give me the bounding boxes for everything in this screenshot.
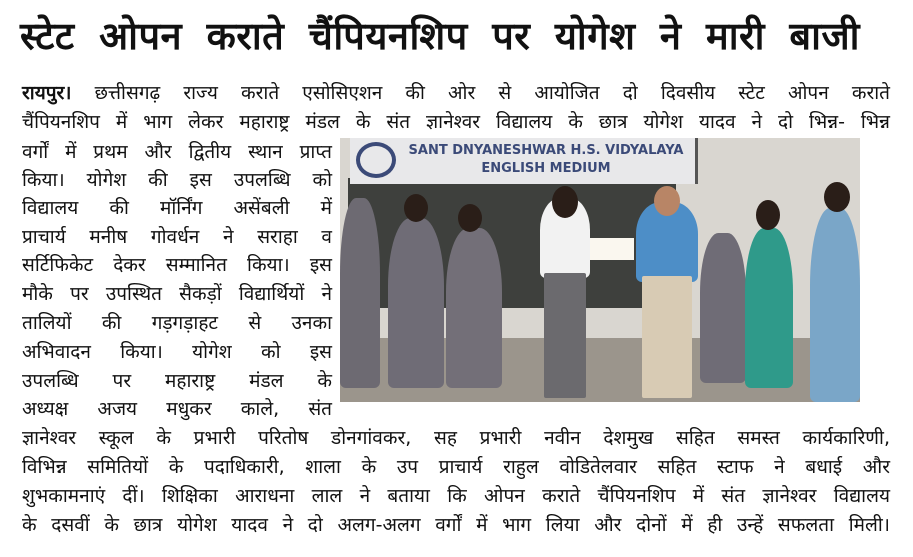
article-line: विभिन्न समितियों के पदाधिकारी, शाला के उप प्राचार्य राहुल वोडितेलवार सहित स्टाफ ने बधाई और [22,456,890,478]
article-line [22,79,890,107]
headline: स्टेट ओपन कराते चैंपियनशिप पर योगेश ने मारी बाजी [20,14,860,58]
school-logo-icon [356,142,396,178]
article-line: तालियों की गड़गड़ाहट से उनका [22,312,332,334]
person-head [458,204,482,232]
article-line: प्राचार्य मनीष गोवर्धन ने सराहा व [22,226,332,248]
article-line: अध्यक्ष अजय मधुकर काले, संत [22,398,332,420]
person-head [404,194,428,222]
teacher [745,228,793,388]
person-head [756,200,780,230]
certificate [590,238,634,260]
news-photo [340,138,860,402]
dateline: रायपुर। [22,82,72,104]
banner-line-2: ENGLISH MEDIUM [481,161,611,176]
principal-trousers [642,276,692,398]
article-line: वर्गों में प्रथम और द्वितीय स्थान प्राप्त [22,141,332,163]
person [388,218,444,388]
article-line: विद्यालय की मॉर्निंग असेंबली में [22,197,332,219]
article-line: अभिवादन किया। योगेश को इस [22,341,332,363]
person [446,228,502,388]
article-line: ज्ञानेश्वर स्कूल के प्रभारी परितोष डोनगांवकर, सह प्रभारी नवीन देशमुख सहित समस्त कार्यकारिणी, [22,427,890,449]
article-line: मौके पर उपस्थित सैकड़ों विद्यार्थियों ने [22,283,332,305]
article-line: सर्टिफिकेट देकर सम्मानित किया। इस [22,254,332,276]
person [340,198,380,388]
teacher [810,208,860,402]
article-line: किया। योगेश की इस उपलब्धि को [22,169,332,191]
school-banner [350,138,698,184]
banner-line-1: SANT DNYANESHWAR H.S. VIDYALAYA [408,143,684,158]
awardee-head [552,186,578,218]
article-line: शुभकामनाएं दीं। शिक्षिका आराधना लाल ने बताया कि ओपन कराते चैंपियनशिप में संत ज्ञानेश्वर विद्यालय [22,485,890,507]
article-line: उपलब्धि पर महाराष्ट्र मंडल के [22,370,332,392]
person-head [824,182,850,212]
article-line: के दसवीं के छात्र योगेश यादव ने दो अलग-अलग वर्गों में भाग लिया और दोनों में ही उन्हें सफलता मिली। [22,514,890,536]
person [700,233,746,383]
awardee-trousers [544,273,586,398]
article-line: चैंपियनशिप में भाग लेकर महाराष्ट्र मंडल के संत ज्ञानेश्वर विद्यालय के छात्र योगेश यादव ने दो भिन्न- भिन्न [22,111,890,133]
article-text: छत्तीसगढ़ राज्य कराते एसोसिएशन की ओर से आयोजित दो दिवसीय स्टेट ओपन कराते [94,82,890,104]
principal-head [654,186,680,216]
